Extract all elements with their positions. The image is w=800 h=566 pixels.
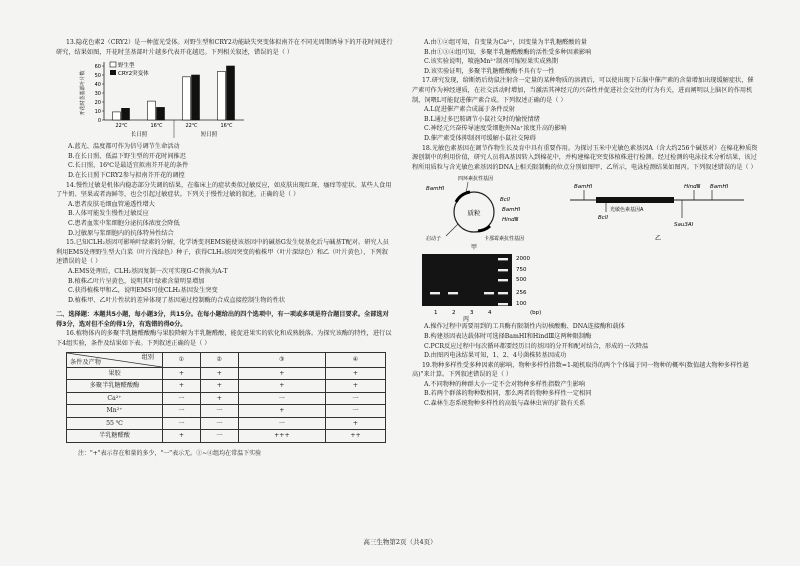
table-header-row: [67, 352, 386, 367]
page-footer: 高三生物第2页（共4页）: [363, 538, 437, 546]
table-cell: 一: [163, 405, 201, 418]
bar-wild-type: [113, 112, 121, 120]
table-cell: 一: [238, 417, 325, 430]
table-cell: ++: [326, 430, 386, 443]
q17-stem: 17.研究发现，给断奶后幼鼠注射含一定量的某种物质的溶液后，可以使出现下丘脑中催产素的含量增加出现缓解症状，催产素可作为神经递质，在社交活动时增加，当激活其神经元的兴奋性并促进社会交往的行为有关，进而阐明以上脑区的作用机制，饲喂L可能促进催产素合成。下列叙述正确的是（ ）: [412, 77, 754, 104]
table-cell: +++: [238, 430, 325, 443]
table-cell: +: [200, 392, 238, 405]
legend-swatch-wild-type: [110, 62, 116, 67]
q17-option-d: D.催产素受体抑制剂可缓解小鼠社交障碍: [424, 134, 536, 142]
q16-option-a: A.由①②组可知，自变量为Ca²⁺，因变量为半乳糖醛酸的量: [424, 39, 587, 46]
sample-band: [484, 292, 494, 294]
table-cell: +: [163, 430, 201, 443]
table-cell: +: [238, 405, 325, 418]
ladder-band: [498, 292, 508, 294]
q14-option-d: D.过敏原与浆细胞内的抗体特异性结合: [68, 229, 174, 237]
table-cell: +: [200, 380, 238, 393]
y-tick-label: 30: [94, 91, 101, 98]
y-axis-label: 开花时茎基部叶片数: [80, 70, 86, 116]
section-2-heading: 二、选择题：本题共5小题，每小题3分，共15分。在每小题给出的四个选项中，有一项或多项是符合题目要求。全部选对得3分，选对但不全的得1分，有选错的得0分。: [56, 311, 389, 328]
site-bamhi-right: BamHⅠ: [502, 207, 521, 214]
left-column: [56, 38, 394, 464]
q15-option-d: D.植株甲、乙叶片性状的差异体现了基因通过控制酶的合成直接控制生物的性状: [68, 296, 286, 304]
table-cell: 一: [163, 392, 201, 405]
table-row: [67, 380, 386, 393]
q13-option-a: A.蓝光、温度都可作为信号调节生命活动: [68, 143, 180, 151]
table-cell: 一: [200, 430, 238, 443]
table-cell: 一: [238, 392, 325, 405]
q16-option-c: C.该实验说明，喷施Mn²⁺制剂可缩短果实成熟期: [424, 58, 558, 66]
y-tick-label: 20: [94, 100, 101, 107]
group-label: 长日照: [130, 132, 148, 139]
plasmid-label: 质粒: [467, 209, 481, 218]
bar-cry2-mutant: [227, 66, 235, 120]
q16-stem: 16.植物体内的多聚半乳糖醛酸酶与果胶降解为半乳糖醛酸，能促进果实的软化和成熟脱落。为探究该酶的特性，进行以下4组实验，条件及结果如下表。下列叙述正确的是（ ）: [56, 330, 392, 348]
q14-option-a: A.患者皮肤毛细血管通透性增大: [68, 200, 155, 208]
table-cell: 一: [326, 405, 386, 418]
gene-map-figure: [562, 178, 752, 242]
figure-jia-label: 甲: [470, 244, 478, 251]
y-tick-label: 10: [94, 109, 101, 116]
ladder-100: 100: [516, 301, 527, 308]
table-cell: +: [326, 380, 386, 393]
table-cell: +: [200, 367, 238, 380]
q15-option-b: B.植株乙叶片呈黄色，说明其叶绿素含量明显增加: [68, 277, 205, 285]
table-corner: [67, 352, 163, 367]
gene-a-label: 光敏色素基因A: [610, 207, 644, 214]
table-cell: +: [238, 380, 325, 393]
bar-cry2-mutant: [122, 108, 130, 120]
q17-option-c: C.神经元兴奋传导速度受细胞外Na⁺浓度升高的影响: [424, 125, 567, 133]
table-cell: +: [163, 380, 201, 393]
legend-label: CRY2突变体: [118, 71, 149, 78]
ladder-band: [498, 279, 508, 281]
table-header: ①: [163, 352, 201, 367]
table-header: ③: [238, 352, 325, 367]
legend-label: 野生型: [118, 63, 135, 70]
lane-label: 3: [470, 310, 474, 317]
site-bamhi-left: BamHⅠ: [426, 186, 445, 193]
q18-option-a: A.操作过程中需要用到的工具酶有限制性内切核酸酶、DNA连接酶和载体: [424, 323, 625, 331]
y-tick-label: 60: [94, 64, 101, 71]
kanamycin-gene-mark: [478, 226, 490, 231]
ladder-500: 500: [516, 277, 527, 284]
figure-yi-label: 乙: [654, 235, 662, 243]
q13-stem: 13.隐花色素2（CRY2）是一种蓝光受体。对野生型和CRY2功能缺失突变体拟南芥在不同光周期诱导下的开花时间进行研究，结果如图，开花时茎基部叶片越多代表开花越迟。下列相关叙述，错误的是（ ）: [56, 39, 393, 56]
bar-cry2-mutant: [157, 108, 165, 121]
site-bamhi-2: BamHⅠ: [710, 184, 729, 191]
tetracycline-gene-mark: [456, 192, 470, 202]
x-tick-label: 22℃: [185, 123, 198, 130]
group-label: 短日照: [200, 132, 218, 139]
bar-cry2-mutant: [192, 75, 200, 120]
table-cell: 一: [163, 417, 201, 430]
right-column: [412, 38, 758, 409]
table-row: [67, 430, 386, 443]
bar-wild-type: [218, 72, 226, 121]
table-cell: +: [238, 367, 325, 380]
q17-option-b: B.L通过多巴胺调节小鼠社交时的愉悦情绪: [424, 115, 540, 123]
q14-option-b: B.人体可能发生慢性过敏反应: [68, 210, 149, 218]
q18-option-b: B.构建基因表达载体时可选择BamHⅠ和HindⅢ这两种限制酶: [424, 332, 592, 340]
table-cell: +: [163, 367, 201, 380]
row-label: Mn²⁺: [67, 405, 163, 418]
q15-stem: 15.已知CLH₂基因可影响叶绿素的分解，化学诱变剂EMS能使该基因中的碱基G发生烷基化后与碱基T配对。研究人员利用EMS处理野生型大白菜（叶片浅绿色）种子，获得CLH₂基因突变的植株甲（叶片深绿色）和乙（叶片黄色），下列叙述错误的是（ ）: [56, 239, 389, 266]
legend-swatch-cry2-mutant: [110, 70, 116, 75]
site-bcli: BclⅠ: [598, 215, 608, 222]
q13-option-c: C.长日照、16℃是最适宜拟南芥开花的条件: [68, 162, 189, 170]
table-cell: 一: [200, 417, 238, 430]
q15-option-a: A.EMS处理后，CLH₂基因复制一次可实现G-C替换为A-T: [68, 267, 228, 275]
ladder-band: [498, 303, 508, 305]
bar-wild-type: [183, 77, 191, 120]
site-hindiii: HindⅢ: [684, 184, 701, 191]
x-tick-label: 16℃: [220, 123, 233, 130]
table-header: ②: [200, 352, 238, 367]
site-sau3ai: Sau3AⅠ: [674, 222, 694, 229]
ladder-750: 750: [516, 267, 527, 274]
q18-option-d: D.由图丙电泳结果可知，1、2、4号菌株转基因成功: [424, 352, 567, 360]
table-row: [67, 392, 386, 405]
q14-option-c: C.患者血浆中浆细胞分泌抗体浓度会降低: [68, 219, 180, 227]
sample-band: [430, 292, 440, 294]
y-tick-label: 50: [94, 73, 101, 80]
q18-option-c: C.PCR反应过程中每次循环都要经历目的基因的分开和配对结合，形成的一次降温: [424, 342, 649, 350]
row-label: 55 ℃: [67, 417, 163, 430]
y-tick-label: 0: [97, 118, 101, 125]
q19-option-b: B.若两个群落的物种数相同，那么两者的物种多样性一定相同: [424, 390, 592, 398]
row-label: 半乳糖醛酸: [67, 430, 163, 443]
ladder-2000: 2000: [516, 256, 530, 263]
kanamycin-gene-label: 卡那霉素抗性基因: [484, 236, 525, 243]
lane-label: 1: [434, 310, 438, 317]
table-row: [67, 367, 386, 380]
row-label: 果胶: [67, 367, 163, 380]
site-bamhi: BamHⅠ: [574, 184, 593, 191]
x-tick-label: 16℃: [150, 123, 163, 130]
table-header: ④: [326, 352, 386, 367]
row-label: 多聚半乳糖醛酸酶: [67, 380, 163, 393]
table-cell: +: [326, 367, 386, 380]
q19-option-a: A.不同物种的种群大小一定不会对物种多样性指数产生影响: [424, 380, 586, 388]
tetracycline-gene-label: 四环素抗性基因: [458, 176, 494, 183]
ladder-unit: (bp): [530, 310, 542, 317]
table-row: [67, 405, 386, 418]
table-cell: +: [326, 417, 386, 430]
q15-option-c: C.获得植株甲和乙，说明EMS可使CLH₂基因发生突变: [68, 287, 218, 295]
q16-table: [66, 352, 386, 443]
table-row: [67, 417, 386, 430]
table-cell: 一: [326, 392, 386, 405]
ladder-band: [498, 258, 508, 260]
promoter-label: 启动子: [426, 236, 442, 243]
lane-label: 4: [488, 310, 492, 317]
q13-option-b: B.在长日照、低温下野生型的开花时间推迟: [68, 152, 186, 160]
q16-option-d: D.该实验证明，多聚半乳糖醛酸酶不具有专一性: [424, 67, 555, 75]
row-label: Ca²⁺: [67, 392, 163, 405]
q18-stem: 18.光敏色素基因在调节作物生长及育中具有重要作用。为探讨玉米中光敏色素基因A（含大约256个碱基对）在棉花种质资源创制中的利用价值，研究人员将A基因转入到棉花中，并构建棉花突变体植株进行检测。经过检测的电泳技术分析结果，该过程所用质粒与含光敏色素基因的DNA上相关限制酶的位点分别如图甲、乙所示，电泳检测结果如图丙。下列叙述错误的是（ ）: [412, 144, 758, 171]
table-cell: 一: [200, 405, 238, 418]
site-hindiii: HindⅢ: [502, 217, 519, 224]
corner-top-label: 组别: [141, 353, 154, 361]
q19-stem: 19.物种多样性受多种因素的影响，物种多样性指数=1-随机取得的两个个体属于同一物种的概率(数值越大物种多样性越高)"来计算。下列叙述错误的是（ ）: [412, 361, 749, 379]
sample-band: [448, 292, 458, 294]
q14-stem: 14.慢性过敏是机体内稳态部分失调的结果，在临床上的症状类似过敏反应，如皮肤出现红斑、瘙痒等症状。某些人食用了牛奶、坚果或者海鲜等，也会引起过敏症状。下列关于慢性过敏的叙述，正确的是（ ）: [56, 181, 392, 199]
leader-line: [446, 224, 458, 236]
bar-wild-type: [148, 101, 156, 120]
y-tick-label: 40: [94, 82, 101, 89]
q19-option-c: C.森林生态系统物种多样性的高低与森林虫害的扩散有关系: [424, 400, 586, 408]
table-note: 注："+"表示存在和量的多少，"一"表示无。①~④组均在常温下实验: [78, 449, 262, 457]
x-tick-label: 22℃: [115, 123, 128, 130]
ladder-band: [498, 269, 508, 271]
q18-figures: [412, 172, 758, 322]
q16-option-b: B.由①③④组可知，多聚半乳糖醛酸酶的活性受多种因素影响: [424, 48, 592, 56]
gene-a-block: [596, 197, 674, 203]
figure-bing-label: 丙: [462, 316, 470, 323]
corner-bottom-label: 条件及产物: [70, 359, 101, 367]
q17-option-a: A.L促进催产素合成属于条件反射: [424, 106, 515, 114]
ladder-256: 256: [516, 290, 527, 297]
plasmid-figure: [418, 174, 538, 250]
q13-option-d: D.在长日照下CRY2参与拟南芥开花的调控: [68, 171, 185, 179]
gel-figure: [420, 252, 560, 322]
flowering-bar-chart: [74, 58, 264, 142]
site-bcli: BclⅠ: [500, 197, 510, 204]
lane-label: 2: [452, 310, 456, 317]
